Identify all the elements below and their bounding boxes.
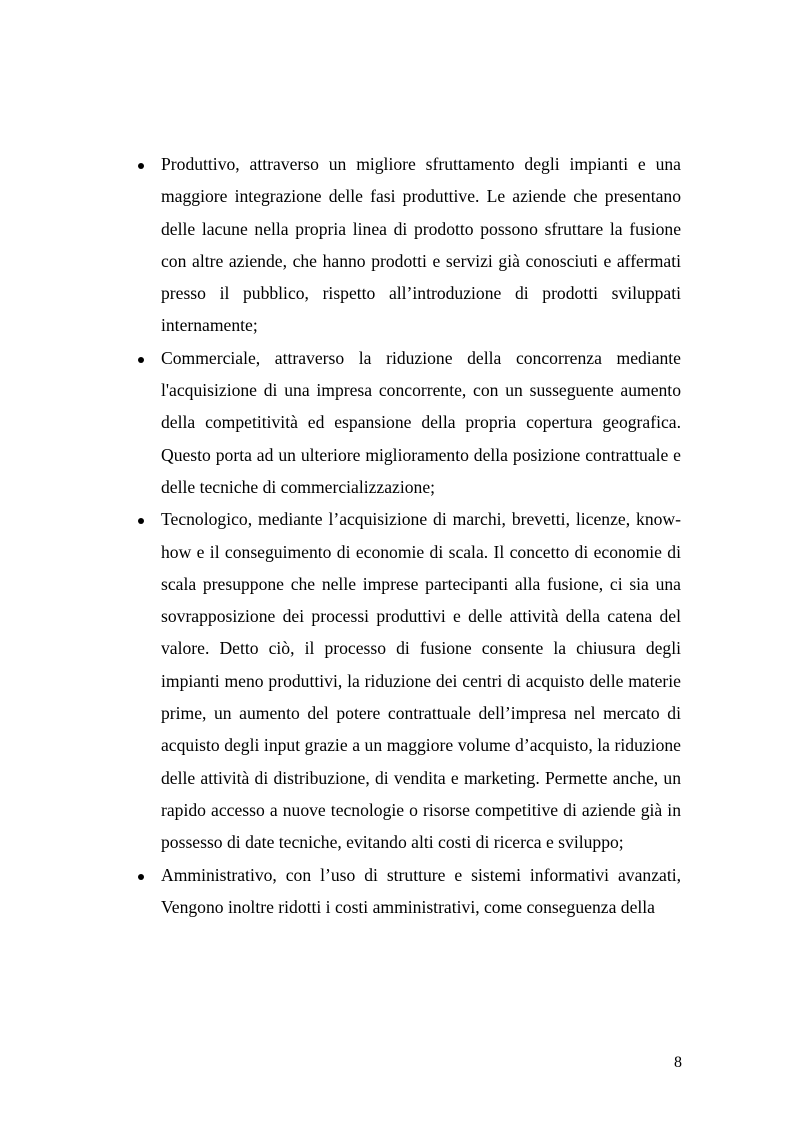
bullet-item-tecnologico [136, 503, 681, 858]
bullet-icon [138, 874, 144, 880]
bullet-text-amministrativo: Amministrativo, con l’uso di strutture e sistemi informativi avanzati, Vengono inoltre ridotti i costi amministrativi, come conseguenza della [161, 864, 681, 917]
bullet-icon [138, 357, 144, 363]
page-number: 8 [674, 1054, 682, 1071]
bullet-text-tecnologico: Tecnologico, mediante l’acquisizione di marchi, brevetti, licenze, know-how e il conseguimento di economie di scala. Il concetto di economie di scala presuppone che nelle imprese partecipanti alla fusione, ci sia una sovrapposizione dei processi produttivi e delle attività della catena del valore. Detto ciò, il processo di fusione consente la chiusura degli impianti meno produttivi, la riduzione dei centri di acquisto delle materie prime, un aumento del potere contrattuale dell’impresa nel mercato di acquisto degli input grazie a un maggiore volume d’acquisto, la riduzione delle attività di distribuzione, di vendita e marketing. Permette anche, un rapido accesso a nuove tecnologie o risorse competitive di aziende già in possesso di date tecniche, evitando alti costi di ricerca e sviluppo; [161, 509, 681, 853]
bullet-icon [138, 518, 144, 524]
page-body [136, 148, 681, 923]
bullet-text-commerciale: Commerciale, attraverso la riduzione della concorrenza mediante l'acquisizione di una impresa concorrente, con un susseguente aumento della competitività ed espansione della propria copertura geografica. Questo porta ad un ulteriore miglioramento della posizione contrattuale e delle tecniche di commercializzazione; [161, 347, 681, 497]
bullet-text-produttivo: Produttivo, attraverso un migliore sfruttamento degli impianti e una maggiore integrazione delle fasi produttive. Le aziende che presentano delle lacune nella propria linea di prodotto possono sfruttare la fusione con altre aziende, che hanno prodotti e servizi già conosciuti e affermati presso il pubblico, rispetto all’introduzione di prodotti sviluppati internamente; [161, 154, 681, 336]
bullet-item-commerciale [136, 342, 681, 503]
bullet-item-amministrativo [136, 859, 681, 924]
bullet-icon [138, 163, 144, 169]
bullet-item-produttivo [136, 148, 681, 342]
